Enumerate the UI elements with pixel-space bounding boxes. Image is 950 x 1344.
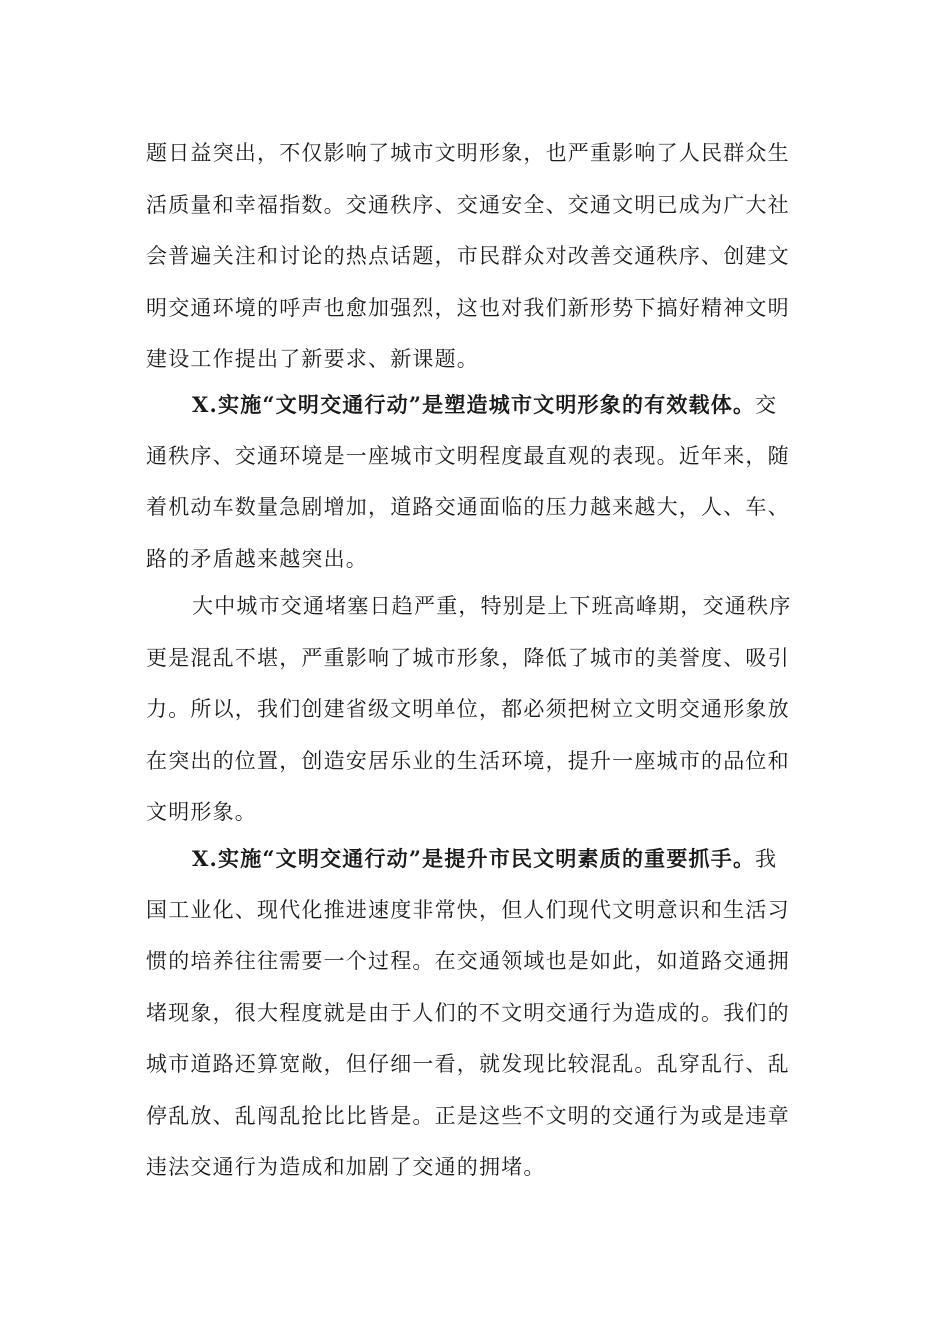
paragraph-line: 建设工作提出了新要求、新课题。 [146, 347, 479, 371]
paragraph-text: 交 [755, 393, 778, 417]
paragraph-line: 大中城市交通堵塞日趋严重，特别是上下班高峰期，交通秩序 [192, 594, 792, 618]
paragraph-first-line [146, 379, 806, 431]
paragraph-line: 在突出的位置，创造安居乐业的生活环境，提升一座城市的品位和 [146, 748, 790, 773]
paragraph-line: 文明形象。 [146, 800, 257, 824]
paragraph-line: 着机动车数量急剧增加，道路交通面临的压力越来越大，人、车、 [146, 495, 790, 519]
paragraph-line: 堵现象，很大程度就是由于人们的不文明交通行为造成的。我们的 [146, 1000, 790, 1025]
paragraph-2 [146, 379, 806, 585]
paragraph-line: 活质量和幸福指数。交通秩序、交通安全、交通文明已成为广大社 [146, 192, 790, 217]
paragraph-line: 更是混乱不堪，严重影响了城市形象，降低了城市的美誉度、吸引 [146, 645, 790, 670]
paragraph-line: 通秩序、交通环境是一座城市文明程度最直观的表现。近年来，随 [146, 443, 790, 468]
paragraph-line: 会普遍关注和讨论的热点话题，市民群众对改善交通秩序、创建文 [146, 244, 790, 268]
section-heading: X.实施“文明交通行动”是塑造城市文明形象的有效载体。 [192, 392, 756, 417]
paragraph-first-line [146, 833, 806, 885]
paragraph-line: 明交通环境的呼声也愈加强烈，这也对我们新形势下搞好精神文明 [146, 295, 790, 320]
paragraph-line: 违法交通行为造成和加剧了交通的拥堵。 [146, 1155, 546, 1179]
paragraph-line: 城市道路还算宽敞，但仔细一看，就发现比较混乱。乱穿乱行、乱 [146, 1052, 790, 1076]
paragraph-1 [146, 128, 806, 386]
paragraph-line: 力。所以，我们创建省级文明单位，都必须把树立文明交通形象放 [146, 697, 790, 721]
paragraph-line: 停乱放、乱闯乱抢比比皆是。正是这些不文明的交通行为或是违章 [146, 1103, 790, 1128]
paragraph-line: 路的矛盾越来越突出。 [146, 546, 368, 571]
paragraph-4 [146, 833, 806, 1194]
paragraph-3 [146, 581, 806, 839]
paragraph-text: 我 [755, 847, 778, 871]
section-heading: X.实施“文明交通行动”是提升市民文明素质的重要抓手。 [192, 846, 756, 871]
paragraph-line: 题日益突出，不仅影响了城市文明形象，也严重影响了人民群众生 [146, 141, 790, 165]
paragraph-line: 惯的培养往往需要一个过程。在交通领域也是如此，如道路交通拥 [146, 949, 790, 973]
paragraph-line: 国工业化、现代化推进速度非常快，但人们现代文明意识和生活习 [146, 897, 790, 922]
